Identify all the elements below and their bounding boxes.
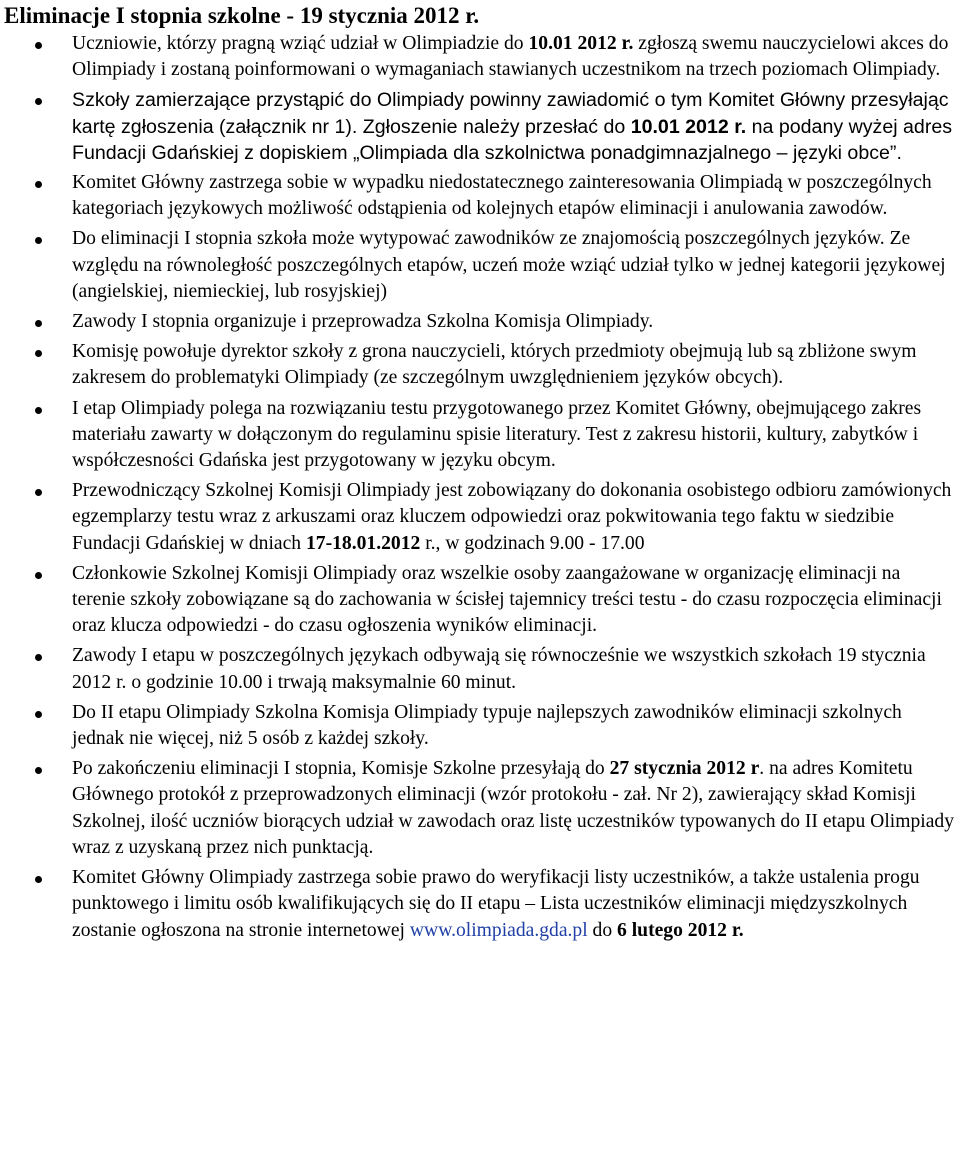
bullet-icon — [35, 654, 42, 661]
item-text: Zawody I stopnia organizuje i przeprowadza Szkolna Komisja Olimpiady. — [72, 311, 654, 333]
bullet-icon — [35, 237, 42, 244]
bullet-icon — [35, 42, 42, 49]
item-text: Komitet Główny zastrzega sobie w wypadku niedostatecznego zainteresowania Olimpiadą w poszczególnych kategoriach językowych możliwość odstąpienia od kolejnych etapów eliminacji i anulowania zawodów. — [72, 172, 932, 220]
list-item — [4, 309, 954, 335]
bullet-icon — [35, 320, 42, 327]
list-item — [4, 226, 954, 305]
website-link[interactable]: www.olimpiada.gda.pl — [409, 919, 588, 941]
item-bold-date: 10.01 2012 r. — [630, 115, 747, 138]
item-text: Szkoły zamierzające przystąpić do Olimpiady powinny zawiadomić o tym Komitet Główny przesyłając kartę zgłoszenia (załącznik nr 1). Zgłoszenie należy przesłać do — [72, 89, 949, 138]
item-text: Do eliminacji I stopnia szkoła może wytypować zawodników ze znajomością poszczególnych języków. Ze względu na równoległość poszczególnych etapów, uczeń może wziąć udział tylko w jednej kategorii językowej (angielskiej, niemieckiej, lub rosyjskiej) — [72, 228, 946, 302]
item-text: Komisję powołuje dyrektor szkoły z grona nauczycieli, których przedmioty obejmują lub są zbliżone swym zakresem do problematyki Olimpiady (ze szczególnym uwzględnieniem języków obcych). — [72, 341, 917, 389]
list-item — [4, 170, 954, 222]
bullet-icon — [35, 572, 42, 579]
bullet-icon — [35, 876, 42, 883]
item-text: Zawody I etapu w poszczególnych językach odbywają się równocześnie we wszystkich szkołach 19 stycznia 2012 r. o godzinie 10.00 i trwają maksymalnie 60 minut. — [72, 645, 926, 693]
item-text: do — [587, 919, 618, 941]
item-text: . na adres Komitetu Głównego protokół z przeprowadzonych eliminacji (wzór protokołu - zał. Nr 2), zawierający skład Komisji Szkolnej, ilość uczniów biorących udział w zawodach oraz listę uczestników typowanych do II etapu Olimpiady wraz z uzyskaną przez nich punktacją. — [72, 758, 954, 858]
list-item — [4, 396, 954, 475]
item-text: Po zakończeniu eliminacji I stopnia, Komisje Szkolne przesyłają do — [72, 758, 610, 780]
page-title: Eliminacje I stopnia szkolne - 19 stycznia 2012 r. — [4, 3, 480, 28]
list-item — [4, 87, 954, 166]
list-item — [4, 756, 954, 861]
list-item — [4, 700, 954, 752]
list-item — [4, 643, 954, 695]
document-page — [0, 2, 960, 1175]
item-text: Przewodniczący Szkolnej Komisji Olimpiady jest zobowiązany do dokonania osobistego odbioru zamówionych egzemplarzy testu wraz z arkuszami oraz kluczem odpowiedzi oraz pokwitowania tego faktu w siedzibie Fundacji Gdańskiej w dniach — [72, 480, 952, 554]
item-text: na podany wyżej adres Fundacji Gdańskiej z dopiskiem „Olimpiada dla szkolnictwa ponadgimnazjalnego – języki obce”. — [72, 115, 953, 164]
item-bold-date: 27 stycznia 2012 r — [609, 758, 760, 780]
bullet-icon — [35, 407, 42, 414]
item-text: Do II etapu Olimpiady Szkolna Komisja Olimpiady typuje najlepszych zawodników eliminacji szkolnych jednak nie więcej, niż 5 osób z każdej szkoły. — [72, 701, 902, 750]
item-text: Członkowie Szkolnej Komisji Olimpiady oraz wszelkie osoby zaangażowane w organizację eliminacji na terenie szkoły zobowiązane są do zachowania w ścisłej tajemnicy treści testu - do czasu rozpoczęcia eliminacji oraz klucza odpowiedzi - do czasu ogłoszenia wyników eliminacji. — [72, 562, 942, 637]
item-bold-date: 6 lutego 2012 r. — [617, 919, 744, 941]
item-text: Komitet Główny Olimpiady zastrzega sobie prawo do weryfikacji listy uczestników, a także ustalenia progu punktowego i limitu osób kwalifikujących się do II etapu – Lista uczestników eliminacji międzyszkolnych zostanie ogłoszona na stronie internetowej — [72, 867, 920, 941]
bullet-icon — [35, 181, 42, 188]
list-item — [4, 478, 954, 557]
item-bold-date: 17-18.01.2012 — [306, 532, 421, 554]
item-text: zgłoszą swemu nauczycielowi akces do Olimpiady i zostaną poinformowani o wymaganiach stawianych uczestnikom na trzech poziomach Olimpiady. — [72, 33, 949, 81]
rules-list — [4, 31, 954, 944]
bullet-icon — [35, 350, 42, 357]
bullet-icon — [35, 98, 42, 105]
list-item — [4, 561, 954, 640]
list-item — [4, 31, 954, 83]
item-text: r., w godzinach 9.00 - 17.00 — [420, 532, 645, 554]
item-text: I etap Olimpiady polega na rozwiązaniu testu przygotowanego przez Komitet Główny, obejmującego zakres materiału zawarty w dołączonym do regulaminu spisie literatury. Test z zakresu historii, kultury, zabytków i współczesności Gdańska jest przygotowany w języku obcym. — [72, 397, 922, 472]
item-text: Uczniowie, którzy pragną wziąć udział w Olimpiadzie do — [72, 33, 529, 54]
list-item — [4, 865, 954, 944]
bullet-icon — [35, 711, 42, 718]
bullet-icon — [35, 767, 42, 774]
list-item — [4, 339, 954, 391]
item-bold-date: 10.01 2012 r. — [528, 33, 634, 54]
bullet-icon — [35, 489, 42, 496]
